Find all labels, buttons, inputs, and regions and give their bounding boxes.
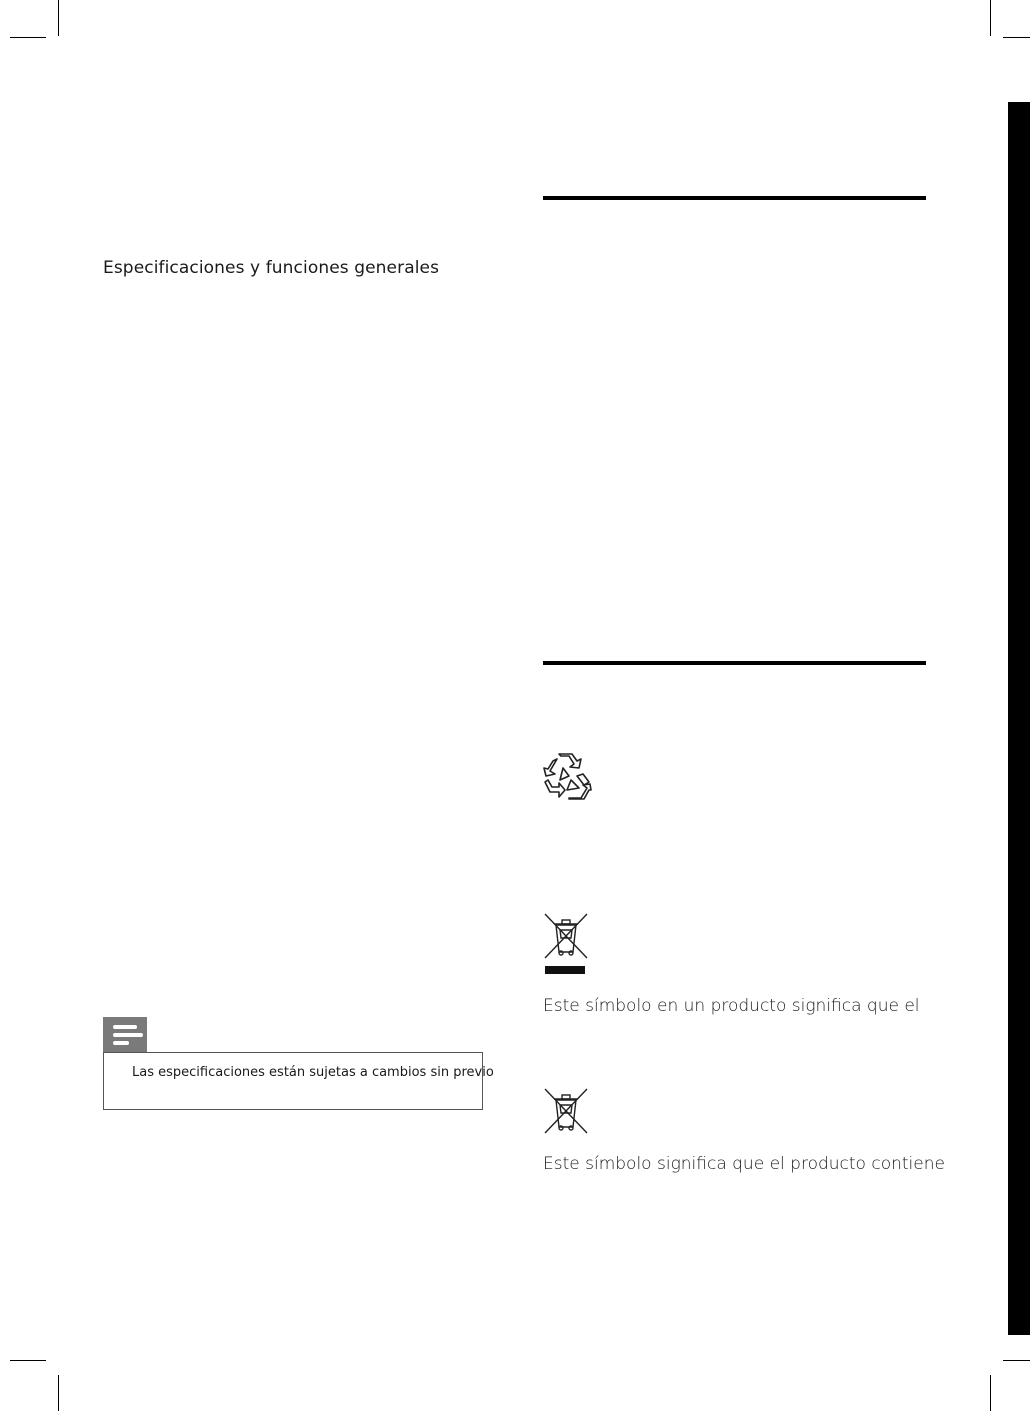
crop-mark	[1003, 1360, 1030, 1361]
battery-text: Este símbolo significa que el producto contiene	[543, 1154, 945, 1174]
section-rule	[543, 196, 926, 200]
recycle-icon	[543, 752, 593, 804]
crop-mark	[10, 1360, 46, 1361]
section-rule	[543, 661, 926, 665]
crop-mark	[10, 37, 46, 38]
weee-text: Este símbolo en un producto significa que el	[543, 996, 920, 1016]
crop-mark	[990, 1375, 991, 1411]
crop-mark	[58, 0, 59, 36]
section-title: Especificaciones y funciones generales	[103, 258, 440, 278]
crossed-bin-icon	[543, 912, 589, 980]
note-text: Las especificaciones están sujetas a cambios sin previo	[132, 1065, 494, 1080]
crop-mark	[1003, 37, 1030, 38]
page-edge-bar	[1008, 102, 1030, 1335]
crossed-bin-icon	[543, 1087, 589, 1139]
note-box	[103, 1052, 494, 1110]
crop-mark	[58, 1375, 59, 1411]
note-icon	[103, 1017, 147, 1053]
crop-mark	[990, 0, 991, 36]
